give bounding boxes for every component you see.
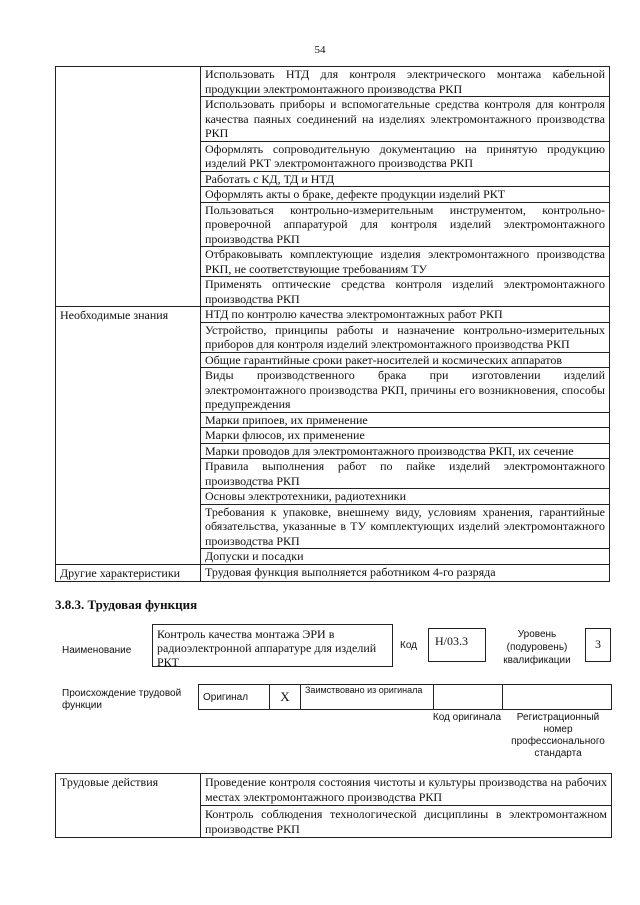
action-cell: Контроль соблюдения технологической дисциплины в электромонтажном производстве РКП — [201, 806, 612, 838]
knowledge-cell: Марки припоев, их применение — [201, 412, 610, 428]
action-row — [56, 774, 612, 806]
reg-number-cell — [503, 685, 612, 710]
origin-label: Происхождение трудовой функции — [62, 688, 182, 711]
origin-code-caption: Код оригинала — [432, 712, 502, 723]
reg-number-caption: Регистрационный номер профессионального стандарта — [511, 712, 605, 759]
knowledge-cell: Марки проводов для электромонтажного производства РКП, их сечение — [201, 443, 610, 459]
knowledge-row — [56, 307, 610, 323]
knowledge-cell: Устройство, принципы работы и назначение контрольно-измерительных приборов для контроля изделий электромонтажного производства РКП — [201, 322, 610, 352]
action-cell: Проведение контроля состояния чистоты и культуры производства на рабочих местах электромонтажного производства РКП — [201, 774, 612, 806]
requirements-table — [55, 66, 610, 582]
labor-actions-table — [55, 773, 612, 838]
code-value: H/03.3 — [428, 628, 486, 662]
knowledge-cell: Правила выполнения работ по пайке изделий электромонтажного производства РКП — [201, 459, 610, 489]
knowledge-cell: Общие гарантийные сроки ракет-носителей и космических аппаратов — [201, 352, 610, 368]
qualification-level-value: 3 — [585, 628, 611, 662]
knowledge-cell: Требования к упаковке, внешнему виду, условиям хранения, гарантийные обязательства, указанные в ТУ комплектующих изделий электромонтажного производства РКП — [201, 504, 610, 549]
skill-cell: Отбраковывать комплектующие изделия электромонтажного производства РКП, не соответствующие требованиям ТУ — [201, 247, 610, 277]
skill-cell: Пользоваться контрольно-измерительным инструментом, контрольно-проверочной аппаратурой для контроля изделий электромонтажного производства РКП — [201, 202, 610, 247]
section-heading: 3.8.3. Трудовая функция — [55, 597, 198, 612]
skill-cell: Применять оптические средства контроля изделий электромонтажного производства РКП — [201, 277, 610, 307]
origin-grid — [198, 684, 612, 710]
actions-label: Трудовые действия — [56, 774, 201, 838]
original-label: Оригинал — [199, 685, 270, 710]
borrowed-label: Заимствовано из оригинала — [301, 685, 434, 710]
name-value: Контроль качества монтажа ЭРИ в радиоэлектронной аппаратуре для изделий РКТ — [152, 624, 393, 667]
skill-cell: Использовать НТД для контроля электрического монтажа кабельной продукции электромонтажного производства РКП — [201, 67, 610, 97]
skill-cell: Оформлять сопроводительную документацию на принятую продукцию изделий РКТ электромонтажного производства РКП — [201, 141, 610, 171]
skill-row — [56, 67, 610, 97]
skill-cell: Оформлять акты о браке, дефекте продукции изделий РКТ — [201, 187, 610, 203]
code-label: Код — [400, 640, 418, 651]
knowledge-cell: Допуски и посадки — [201, 549, 610, 565]
page-number: 54 — [314, 44, 326, 56]
knowledge-cell: НТД по контролю качества электромонтажных работ РКП — [201, 307, 610, 323]
name-label: Наименование — [62, 645, 132, 656]
other-label: Другие характеристики — [56, 564, 201, 582]
knowledge-label: Необходимые знания — [56, 307, 201, 565]
knowledge-cell: Марки флюсов, их применение — [201, 428, 610, 444]
knowledge-cell: Виды производственного брака при изготовлении изделий электромонтажного производства РКП, причины его возникновения, способы предупреждения — [201, 368, 610, 413]
qualification-level-label: Уровень (подуровень) квалификации — [503, 629, 571, 666]
skills-label-cell — [56, 67, 201, 307]
skill-cell: Использовать приборы и вспомогательные средства контроля для контроля качества паяных соединений на изделиях электромонтажного производства РКП — [201, 97, 610, 142]
knowledge-cell: Основы электротехники, радиотехники — [201, 489, 610, 505]
other-row — [56, 564, 610, 582]
original-mark: X — [270, 685, 301, 710]
skill-cell: Работать с КД, ТД и НТД — [201, 171, 610, 187]
origin-code-cell — [434, 685, 503, 710]
other-value: Трудовая функция выполняется работником 4-го разряда — [201, 564, 610, 582]
